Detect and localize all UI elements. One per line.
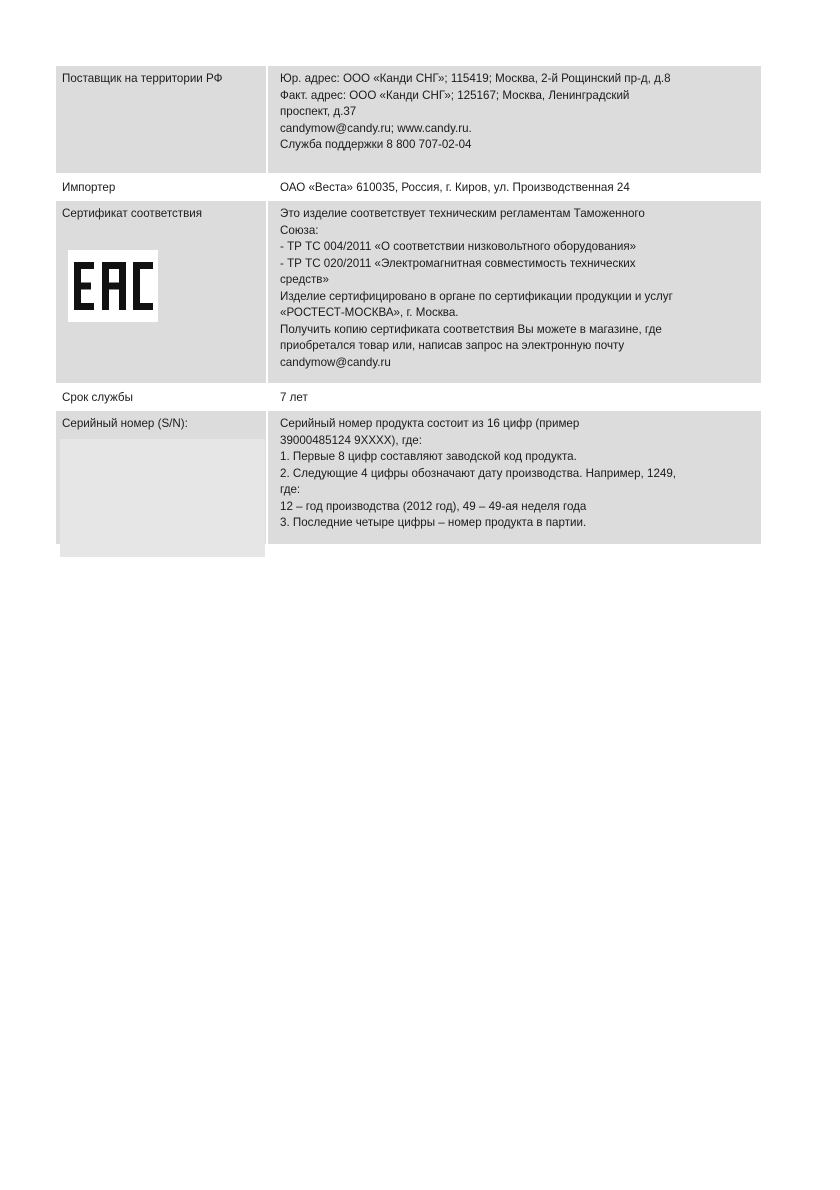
eac-logo bbox=[68, 250, 158, 322]
importer-label: Импортер bbox=[62, 181, 116, 194]
certificate-text-line: средств» bbox=[280, 273, 329, 286]
serial-text-line: где: bbox=[280, 483, 301, 496]
row-label bbox=[56, 66, 266, 173]
row-label bbox=[56, 175, 266, 199]
serial-text-line: Серийный номер продукта состоит из 16 цифр (пример bbox=[280, 417, 580, 430]
spec-table bbox=[56, 66, 761, 544]
row-label bbox=[56, 411, 266, 544]
certificate-text-line: приобретался товар или, написав запрос на электронную почту bbox=[280, 339, 625, 352]
certificate-email: candymow@candy.ru bbox=[280, 355, 391, 369]
supplier-legal-address: Юр. адрес: ООО «Канди СНГ»; 115419; Москва, 2-й Рощинский пр-д, д.8 bbox=[280, 72, 671, 85]
importer-details: ОАО «Веста» 610035, Россия, г. Киров, ул. Производственная 24 bbox=[280, 181, 630, 194]
table-row-certificate bbox=[56, 201, 761, 385]
certificate-text-line: Изделие сертифицировано в органе по сертификации продукции и услуг bbox=[280, 289, 673, 303]
table-row-serial-number bbox=[56, 411, 761, 544]
certificate-text-line: - ТР ТС 020/2011 «Электромагнитная совместимость технических bbox=[280, 256, 636, 270]
supplier-actual-address: Факт. адрес: ООО «Канди СНГ»; 125167; Москва, Ленинградский bbox=[280, 88, 630, 102]
service-life-value: 7 лет bbox=[280, 391, 308, 404]
certificate-text-line: Получить копию сертификата соответствия Вы можете в магазине, где bbox=[280, 322, 662, 336]
certificate-text-line: Это изделие соответствует техническим регламентам Таможенного bbox=[280, 207, 645, 220]
table-row-importer bbox=[56, 175, 761, 201]
row-value bbox=[266, 385, 761, 409]
row-label bbox=[56, 201, 266, 383]
serial-text-line: 2. Следующие 4 цифры обозначают дату производства. Например, 1249, bbox=[280, 466, 677, 480]
row-value bbox=[266, 411, 761, 544]
serial-image-placeholder bbox=[60, 439, 265, 557]
table-row-supplier bbox=[56, 66, 761, 175]
supplier-contacts: candymow@candy.ru; www.candy.ru. bbox=[280, 121, 472, 135]
supplier-actual-address-cont: проспект, д.37 bbox=[280, 105, 357, 118]
supplier-label: Поставщик на территории РФ bbox=[62, 72, 223, 85]
certificate-label: Сертификат соответствия bbox=[62, 207, 203, 220]
supplier-support-phone: Служба поддержки 8 800 707-02-04 bbox=[280, 138, 472, 151]
eac-mark-icon bbox=[72, 261, 154, 311]
serial-text-line: 12 – год производства (2012 год), 49 – 49-ая неделя года bbox=[280, 499, 587, 513]
certificate-text-line: Союза: bbox=[280, 223, 319, 237]
row-value bbox=[266, 175, 761, 199]
serial-number-label: Серийный номер (S/N): bbox=[62, 417, 188, 430]
certificate-text-line: - ТР ТС 004/2011 «О соответствии низковольтного оборудования» bbox=[280, 240, 637, 253]
row-label bbox=[56, 385, 266, 409]
serial-text-line: 3. Последние четыре цифры – номер продукта в партии. bbox=[280, 516, 587, 529]
row-value bbox=[266, 201, 761, 383]
serial-text-line: 1. Первые 8 цифр составляют заводской код продукта. bbox=[280, 450, 577, 463]
service-life-label: Срок службы bbox=[62, 391, 133, 404]
row-value bbox=[266, 66, 761, 173]
serial-text-line: 39000485124 9XXXX), где: bbox=[280, 433, 422, 447]
table-row-service-life bbox=[56, 385, 761, 411]
certificate-text-line: «РОСТЕСТ-МОСКВА», г. Москва. bbox=[280, 306, 459, 319]
